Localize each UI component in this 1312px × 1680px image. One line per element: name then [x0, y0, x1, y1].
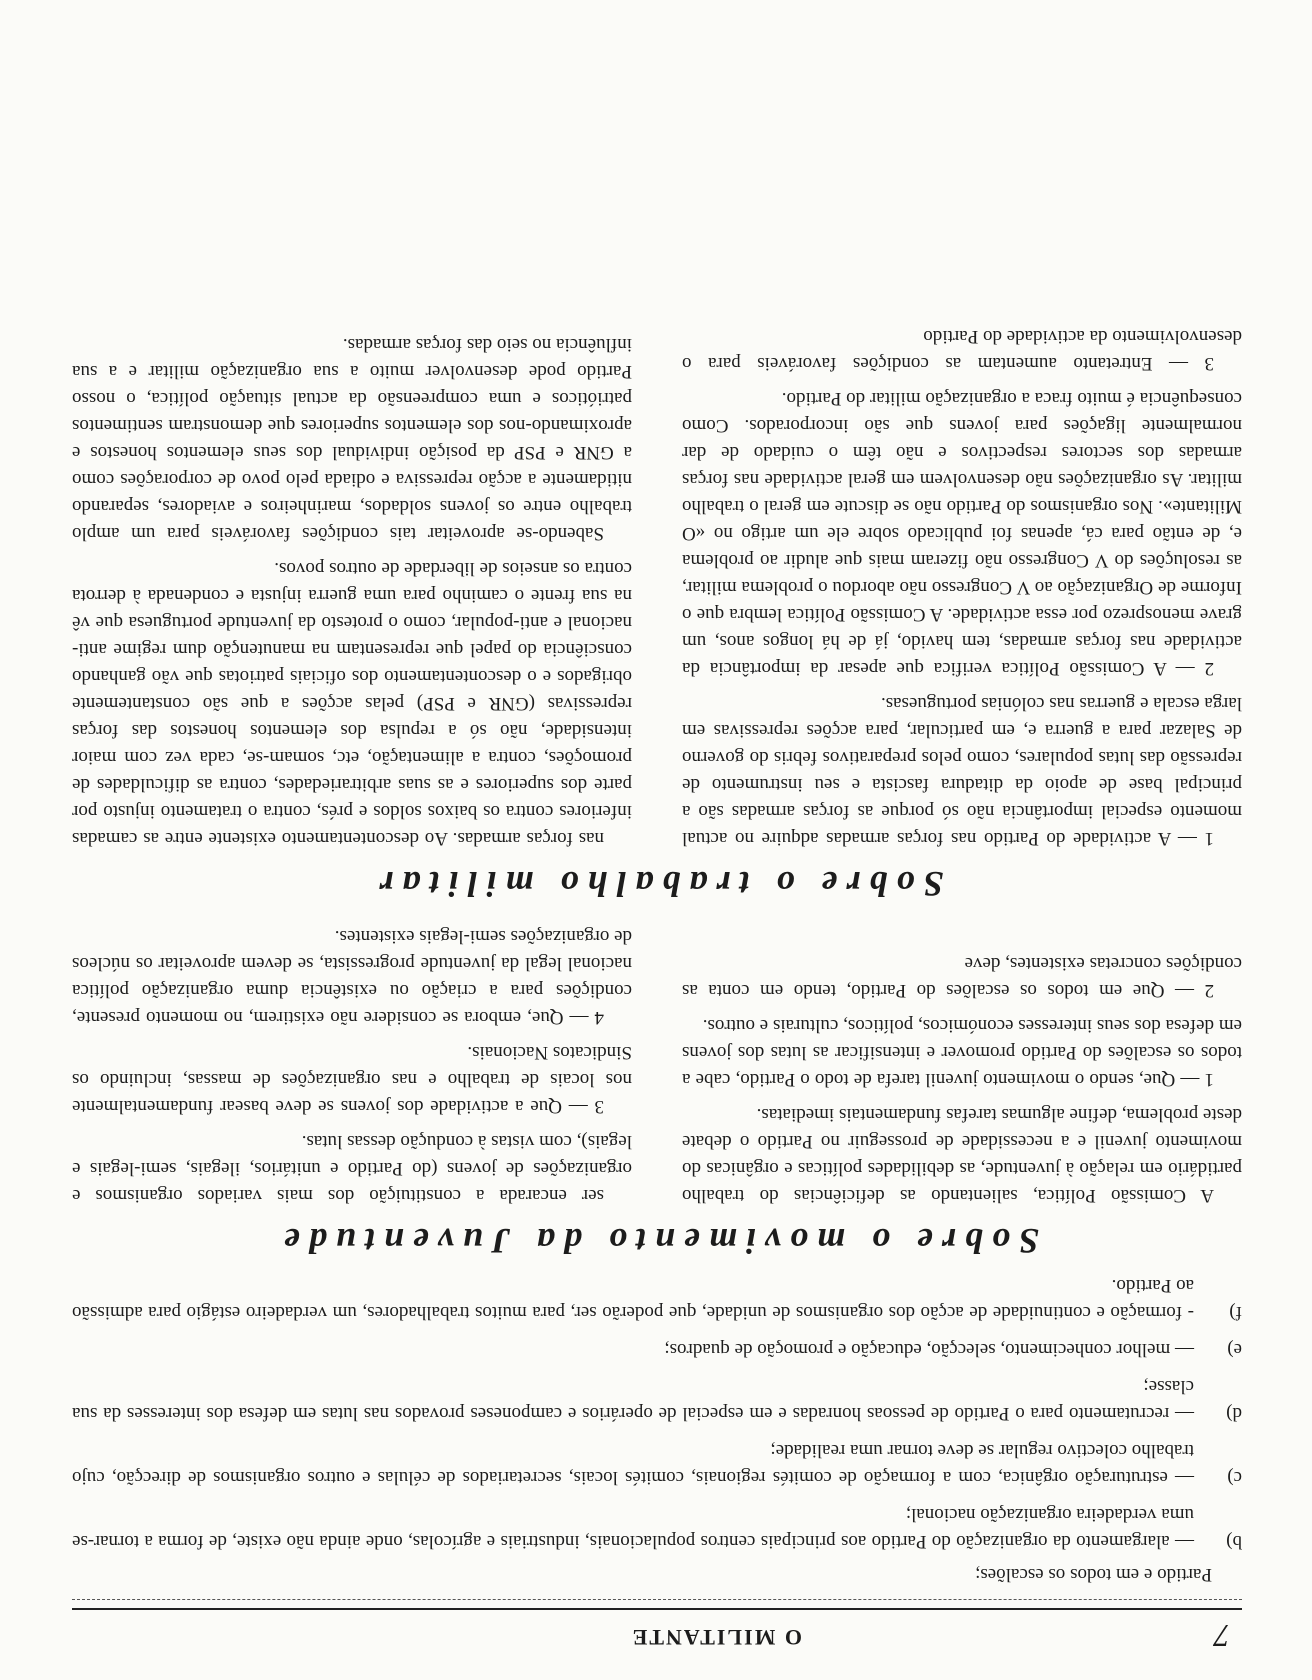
paragraph: Sabendo-se aproveitar tais condições favoráveis para um amplo trabalho entre os jovens soldados, marinheiros e aviadores, separando nitidamente a acção repressiva e odiada pelo povo de corporações como a GNR e PSP da posição individual dos seus elementos honestos e aproximando-nos dos elementos superiores que demonstram sentimentos patrióticos e uma compreensão da actual situação política, o nosso Partido pode desenvolver muito a sua organização militar e a sua influência no seio das forças armadas. [72, 334, 632, 544]
header-rule [72, 1608, 1242, 1610]
list-letter: b) [1226, 1531, 1242, 1552]
left-column [682, 915, 1242, 1209]
list-text: — estruturação orgânica, com a formação de comités regionais, comités locais, secretariados de células e outros organismos de direcção, cujo trabalho colectivo regular se deve tornar uma realidade; [72, 1440, 1194, 1488]
list-item-f [72, 1272, 1242, 1326]
right-column [72, 915, 632, 1209]
paragraph: 2 — A Comissão Política verifica que apesar da importância da actividade nas forças armadas, tem havido, já de há longos anos, um grave menosprezo por essa actividade. A Comissão Política lembra que o Informe de Organização ao V Congresso não abordou o problema militar, as resoluções do V Congresso não fizeram mais que aludir ao problema e, de então para cá, apenas foi publicado sobre ele um artigo no «O Militante». Nos organismos do Partido não se discute em geral o trabalho militar. As organizações não desenvolvem em geral actividade nas forças armadas dos sectores respectivos e não têm o cuidado de dar normalmente ligações para jovens que são incorporados. Como consequência é muito fraca a organização militar do Partido. [682, 388, 1242, 679]
list-text: — melhor conhecimento, selecção, educação e promoção de quadros; [664, 1339, 1194, 1360]
list-item-d [72, 1373, 1242, 1427]
list-text: — recrutamento para o Partido de pessoas honradas e em especial de operários e camponeses provados nas lutas em defesa dos interesses da sua classe; [72, 1376, 1194, 1424]
list-text: — alargamento da organização do Partido aos principais centros populacionais, industriais e agrícolas, onde ainda não existe, de forma a tornar-se uma verdadeira organização nacional; [72, 1504, 1194, 1552]
left-column [682, 315, 1242, 852]
paragraph: 1 — Que, sendo o movimento juvenil tarefa de todo o Partido, cabe a todos os escalões do Partido promover e intensificar as lutas dos jovens em defesa dos seus interesses económicos, políticos, culturais e outros. [682, 1015, 1242, 1090]
list-item-c [72, 1437, 1242, 1491]
paragraph: nas forças armadas. Ao descontentamento existente entre as camadas inferiores contra os baixos soldos e prés, contra o tratamento injusto por parte dos superiores e as suas arbitrariedades, contra as dificuldades de promoções, contra a alimentação, etc, somam-se, cada vez com maior intensidade, não só a repulsa dos elementos honestos das forças repressivas (GNR e PSP) pelas acções a que são constantemente obrigados e o descontentamento dos oficiais patriotas que vão ganhando consciência do papel que representam na manutenção dum regime anti-nacional e anti-popular, como o protesto da juventude portuguesa que vê na sua frente o caminho para uma guerra injusta e condenada à derrota contra os anseios de liberdade de outros povos. [72, 558, 632, 849]
paragraph: A Comissão Política, salientando as deficiências do trabalho partidário em relação à juventude, as debilidades políticas e orgânicas do movimento juvenil e a necessidade de prosseguir no Partido o debate deste problema, define algumas tarefas fundamentais imediatas. [682, 1104, 1242, 1206]
paragraph: 1 — A actividade do Partido nas forças armadas adquire no actual momento especial importância não só porque as forças armadas são a principal base de apoio da ditadura fascista e seu instrumento de repressão das lutas populares, como pelos preparativos febris do governo de Salazar para a guerra e, em particular, para acções repressivas em larga escala e guerras nas colónias portuguesas. [682, 693, 1242, 849]
paragraph: 4 — Que, embora se considere não existirem, no momento presente, condições para a criação ou existência duma organização política nacional legal da juventude progressista, se devem aproveitar os núcleos de organizações semi-legais existentes. [72, 926, 632, 1028]
section-title-militar: Sobre o trabalho militar [370, 864, 944, 904]
list-letter: f) [1229, 1302, 1242, 1323]
paragraph: 2 — Que em todos os escalões do Partido, tendo em conta as condições concretas existentes, deve [682, 953, 1242, 1001]
paragraph: 3 — Que a actividade dos jovens se deve basear fundamentalmente nos locais de trabalho e nas organizações de massas, incluindo os Sindicatos Nacionais. [72, 1042, 632, 1117]
paragraph: ser encarada a constituição dos mais variados organismos e organizações de jovens (do Partido e unitários, ilegais, semi-legais e legais), com vistas à condução dessas lutas. [72, 1131, 632, 1206]
list-item-e [72, 1336, 1242, 1363]
list-letter: e) [1227, 1339, 1242, 1360]
page-number: 7 [1214, 1618, 1230, 1654]
paragraph: 3 — Entretanto aumentam as condições favoráveis para o desenvolvimento da actividade do Partido [682, 326, 1242, 374]
list-letter: d) [1226, 1403, 1242, 1424]
section-militar-columns [72, 315, 1242, 852]
publication-title: O MILITANTE [630, 1625, 802, 1650]
intro-line: Partido e em todos os escalões; [975, 1564, 1212, 1585]
section-title-juventude: Sobre o movimento da Juventude [275, 1221, 1039, 1261]
list-letter: c) [1227, 1467, 1242, 1488]
header-dashed-rule [72, 1599, 1242, 1600]
list-item-b [72, 1501, 1242, 1555]
list-text: - formação e continuidade de acção dos organismos de unidade, que poderão ser, para muitos trabalhadores, um verdadeiro estágio para admissão ao Partido. [72, 1275, 1194, 1323]
section-juventude-columns [72, 915, 1242, 1209]
document-body [72, 315, 1242, 1588]
right-column [72, 315, 632, 852]
page-header [72, 1618, 1242, 1654]
